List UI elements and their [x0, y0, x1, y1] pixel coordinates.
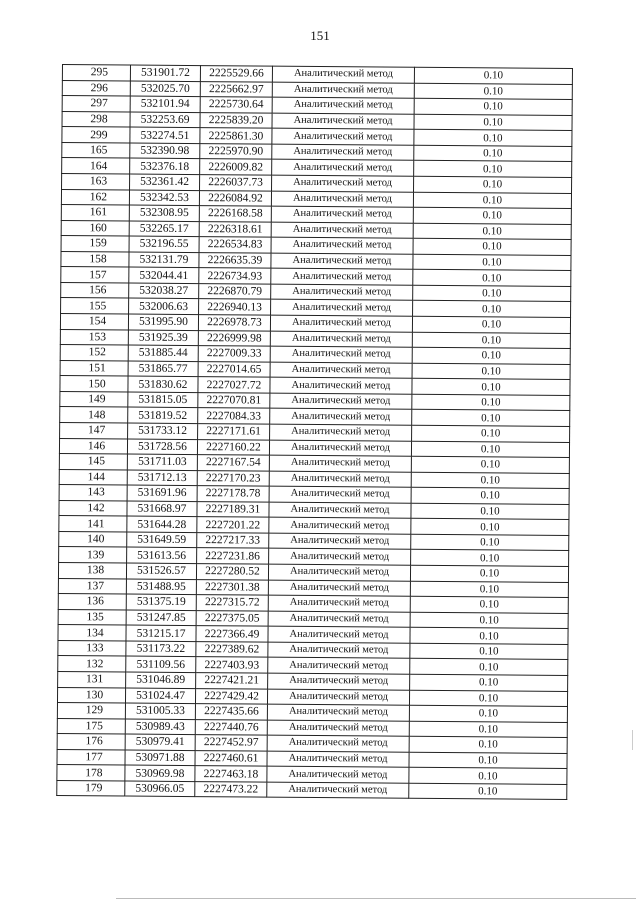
- y-coordinate-cell: 2226168.58: [199, 206, 271, 222]
- point-number-cell: 135: [58, 609, 126, 625]
- point-number-cell: 151: [60, 360, 128, 376]
- accuracy-cell: 0.10: [410, 643, 568, 660]
- point-number-cell: 298: [62, 111, 130, 127]
- y-coordinate-cell: 2227389.62: [196, 641, 268, 657]
- method-cell: Аналитический метод: [269, 486, 411, 503]
- accuracy-cell: 0.10: [409, 690, 567, 707]
- accuracy-cell: 0.10: [409, 705, 567, 722]
- method-cell: Аналитический метод: [270, 393, 412, 410]
- accuracy-cell: 0.10: [411, 472, 569, 489]
- point-number-cell: 129: [57, 703, 125, 719]
- point-number-cell: 150: [60, 376, 128, 392]
- x-coordinate-cell: 532131.79: [129, 252, 199, 268]
- table-row: [57, 780, 567, 800]
- point-number-cell: 139: [59, 547, 127, 563]
- method-cell: Аналитический метод: [267, 704, 409, 721]
- method-cell: Аналитический метод: [271, 253, 413, 270]
- accuracy-cell: 0.10: [413, 270, 571, 287]
- y-coordinate-cell: 2227435.66: [195, 704, 267, 720]
- x-coordinate-cell: 531830.62: [128, 376, 198, 392]
- method-cell: Аналитический метод: [272, 82, 414, 99]
- accuracy-cell: 0.10: [413, 192, 571, 209]
- point-number-cell: 299: [62, 127, 130, 143]
- x-coordinate-cell: 531215.17: [126, 625, 196, 641]
- point-number-cell: 140: [59, 531, 127, 547]
- page-number: 151: [310, 28, 330, 43]
- method-cell: Аналитический метод: [269, 517, 411, 534]
- accuracy-cell: 0.10: [413, 254, 571, 271]
- point-number-cell: 153: [60, 329, 128, 345]
- accuracy-cell: 0.10: [411, 550, 569, 567]
- y-coordinate-cell: 2226084.92: [199, 190, 271, 206]
- x-coordinate-cell: 531815.05: [128, 392, 198, 408]
- y-coordinate-cell: 2227231.86: [197, 548, 269, 564]
- method-cell: Аналитический метод: [267, 689, 409, 706]
- x-coordinate-cell: 532342.53: [129, 190, 199, 206]
- accuracy-cell: 0.10: [414, 176, 572, 193]
- accuracy-cell: 0.10: [409, 721, 567, 738]
- y-coordinate-cell: 2227009.33: [198, 346, 270, 362]
- x-coordinate-cell: 531526.57: [126, 563, 196, 579]
- point-number-cell: 136: [58, 594, 126, 610]
- x-coordinate-cell: 531046.89: [126, 672, 196, 688]
- accuracy-cell: 0.10: [414, 67, 572, 84]
- method-cell: Аналитический метод: [267, 735, 409, 752]
- point-number-cell: 152: [60, 345, 128, 361]
- x-coordinate-cell: 532265.17: [129, 221, 199, 237]
- accuracy-cell: 0.10: [411, 456, 569, 473]
- method-cell: Аналитический метод: [269, 455, 411, 472]
- accuracy-cell: 0.10: [411, 487, 569, 504]
- x-coordinate-cell: 531711.03: [127, 454, 197, 470]
- point-number-cell: 158: [61, 251, 129, 267]
- x-coordinate-cell: 531005.33: [125, 703, 195, 719]
- point-number-cell: 137: [58, 578, 126, 594]
- y-coordinate-cell: 2227315.72: [196, 595, 268, 611]
- y-coordinate-cell: 2227217.33: [197, 532, 269, 548]
- x-coordinate-cell: 531819.52: [128, 407, 198, 423]
- x-coordinate-cell: 532390.98: [130, 143, 200, 159]
- y-coordinate-cell: 2227167.54: [197, 455, 269, 471]
- x-coordinate-cell: 531691.96: [127, 485, 197, 501]
- point-number-cell: 156: [61, 282, 129, 298]
- method-cell: Аналитический метод: [271, 191, 413, 208]
- scan-edge-line: [116, 898, 636, 899]
- y-coordinate-cell: 2226534.83: [199, 237, 271, 253]
- y-coordinate-cell: 2227403.93: [196, 657, 268, 673]
- x-coordinate-cell: 532196.55: [129, 236, 199, 252]
- method-cell: Аналитический метод: [270, 409, 412, 426]
- method-cell: Аналитический метод: [272, 160, 414, 177]
- point-number-cell: 144: [59, 469, 127, 485]
- point-number-cell: 177: [57, 749, 125, 765]
- point-number-cell: 134: [58, 625, 126, 641]
- y-coordinate-cell: 2227375.05: [196, 610, 268, 626]
- accuracy-cell: 0.10: [410, 596, 568, 613]
- accuracy-cell: 0.10: [412, 394, 570, 411]
- point-number-cell: 162: [61, 189, 129, 205]
- y-coordinate-cell: 2226999.98: [198, 330, 270, 346]
- x-coordinate-cell: 532044.41: [129, 267, 199, 283]
- x-coordinate-cell: 531728.56: [127, 439, 197, 455]
- accuracy-cell: 0.10: [414, 130, 572, 147]
- y-coordinate-cell: 2227027.72: [198, 377, 270, 393]
- point-number-cell: 142: [59, 500, 127, 516]
- accuracy-cell: 0.10: [409, 768, 567, 785]
- y-coordinate-cell: 2227473.22: [195, 781, 267, 797]
- y-coordinate-cell: 2225839.20: [200, 112, 272, 128]
- x-coordinate-cell: 530969.98: [125, 765, 195, 781]
- method-cell: Аналитический метод: [267, 766, 409, 783]
- point-number-cell: 155: [61, 298, 129, 314]
- point-number-cell: 297: [62, 96, 130, 112]
- accuracy-cell: 0.10: [410, 565, 568, 582]
- y-coordinate-cell: 2227014.65: [198, 361, 270, 377]
- y-coordinate-cell: 2225730.64: [200, 97, 272, 113]
- method-cell: Аналитический метод: [267, 751, 409, 768]
- point-number-cell: 178: [57, 765, 125, 781]
- point-number-cell: 296: [62, 80, 130, 96]
- accuracy-cell: 0.10: [413, 223, 571, 240]
- y-coordinate-cell: 2226870.79: [199, 283, 271, 299]
- point-number-cell: 175: [57, 718, 125, 734]
- y-coordinate-cell: 2225970.90: [200, 143, 272, 159]
- point-number-cell: 145: [59, 454, 127, 470]
- point-number-cell: 161: [61, 205, 129, 221]
- x-coordinate-cell: 531885.44: [128, 345, 198, 361]
- point-number-cell: 147: [60, 422, 128, 438]
- accuracy-cell: 0.10: [414, 145, 572, 162]
- y-coordinate-cell: 2227171.61: [198, 424, 270, 440]
- accuracy-cell: 0.10: [410, 659, 568, 676]
- x-coordinate-cell: 531488.95: [126, 579, 196, 595]
- method-cell: Аналитический метод: [268, 626, 410, 643]
- accuracy-cell: 0.10: [414, 161, 572, 178]
- x-coordinate-cell: 531668.97: [127, 501, 197, 517]
- point-number-cell: 164: [62, 158, 130, 174]
- x-coordinate-cell: 532025.70: [130, 81, 200, 97]
- y-coordinate-cell: 2227070.81: [198, 392, 270, 408]
- point-number-cell: 130: [57, 687, 125, 703]
- x-coordinate-cell: 532101.94: [130, 96, 200, 112]
- x-coordinate-cell: 532361.42: [130, 174, 200, 190]
- method-cell: Аналитический метод: [272, 175, 414, 192]
- x-coordinate-cell: 531247.85: [126, 610, 196, 626]
- accuracy-cell: 0.10: [412, 379, 570, 396]
- accuracy-cell: 0.10: [410, 628, 568, 645]
- coordinates-table-wrapper: [56, 64, 572, 800]
- method-cell: Аналитический метод: [271, 300, 413, 317]
- x-coordinate-cell: 531995.90: [128, 314, 198, 330]
- accuracy-cell: 0.10: [412, 332, 570, 349]
- point-number-cell: 148: [60, 407, 128, 423]
- x-coordinate-cell: 532308.95: [129, 205, 199, 221]
- y-coordinate-cell: 2226734.93: [199, 268, 271, 284]
- x-coordinate-cell: 532038.27: [129, 283, 199, 299]
- method-cell: Аналитический метод: [270, 424, 412, 441]
- method-cell: Аналитический метод: [271, 284, 413, 301]
- x-coordinate-cell: 531712.13: [127, 470, 197, 486]
- accuracy-cell: 0.10: [412, 316, 570, 333]
- accuracy-cell: 0.10: [413, 285, 571, 302]
- accuracy-cell: 0.10: [412, 410, 570, 427]
- x-coordinate-cell: 532376.18: [130, 158, 200, 174]
- x-coordinate-cell: 530989.43: [125, 719, 195, 735]
- y-coordinate-cell: 2227170.23: [197, 470, 269, 486]
- y-coordinate-cell: 2227440.76: [195, 719, 267, 735]
- y-coordinate-cell: 2226318.61: [199, 221, 271, 237]
- method-cell: Аналитический метод: [270, 346, 412, 363]
- method-cell: Аналитический метод: [268, 658, 410, 675]
- method-cell: Аналитический метод: [270, 315, 412, 332]
- method-cell: Аналитический метод: [271, 222, 413, 239]
- point-number-cell: 179: [57, 780, 125, 796]
- y-coordinate-cell: 2227201.22: [197, 517, 269, 533]
- y-coordinate-cell: 2227301.38: [196, 579, 268, 595]
- y-coordinate-cell: 2226009.82: [200, 159, 272, 175]
- point-number-cell: 176: [57, 734, 125, 750]
- accuracy-cell: 0.10: [413, 301, 571, 318]
- y-coordinate-cell: 2225861.30: [200, 128, 272, 144]
- accuracy-cell: 0.10: [413, 238, 571, 255]
- accuracy-cell: 0.10: [414, 114, 572, 131]
- x-coordinate-cell: 531613.56: [127, 547, 197, 563]
- point-number-cell: 132: [58, 656, 126, 672]
- point-number-cell: 131: [58, 671, 126, 687]
- y-coordinate-cell: 2227452.97: [195, 735, 267, 751]
- x-coordinate-cell: 531109.56: [126, 656, 196, 672]
- method-cell: Аналитический метод: [268, 673, 410, 690]
- method-cell: Аналитический метод: [268, 642, 410, 659]
- method-cell: Аналитический метод: [270, 331, 412, 348]
- y-coordinate-cell: 2227280.52: [196, 564, 268, 580]
- y-coordinate-cell: 2227463.18: [195, 766, 267, 782]
- accuracy-cell: 0.10: [414, 83, 572, 100]
- method-cell: Аналитический метод: [270, 362, 412, 379]
- method-cell: Аналитический метод: [268, 580, 410, 597]
- y-coordinate-cell: 2227429.42: [195, 688, 267, 704]
- y-coordinate-cell: 2227160.22: [197, 439, 269, 455]
- x-coordinate-cell: 532274.51: [130, 127, 200, 143]
- point-number-cell: 149: [60, 391, 128, 407]
- y-coordinate-cell: 2227189.31: [197, 501, 269, 517]
- x-coordinate-cell: 531375.19: [126, 594, 196, 610]
- x-coordinate-cell: 531865.77: [128, 361, 198, 377]
- x-coordinate-cell: 531925.39: [128, 330, 198, 346]
- y-coordinate-cell: 2226978.73: [198, 315, 270, 331]
- point-number-cell: 165: [62, 142, 130, 158]
- accuracy-cell: 0.10: [409, 783, 567, 800]
- method-cell: Аналитический метод: [269, 471, 411, 488]
- coordinates-table-body: [57, 65, 573, 800]
- method-cell: Аналитический метод: [272, 113, 414, 130]
- accuracy-cell: 0.10: [412, 425, 570, 442]
- method-cell: Аналитический метод: [271, 237, 413, 254]
- scan-edge-mark: [632, 730, 633, 750]
- y-coordinate-cell: 2227421.21: [196, 673, 268, 689]
- y-coordinate-cell: 2225529.66: [200, 66, 272, 82]
- y-coordinate-cell: 2225662.97: [200, 81, 272, 97]
- x-coordinate-cell: 531649.59: [127, 532, 197, 548]
- method-cell: Аналитический метод: [271, 206, 413, 223]
- y-coordinate-cell: 2226940.13: [199, 299, 271, 315]
- method-cell: Аналитический метод: [269, 549, 411, 566]
- x-coordinate-cell: 532253.69: [130, 112, 200, 128]
- accuracy-cell: 0.10: [411, 519, 569, 536]
- x-coordinate-cell: 530971.88: [125, 750, 195, 766]
- accuracy-cell: 0.10: [412, 347, 570, 364]
- y-coordinate-cell: 2227084.33: [198, 408, 270, 424]
- y-coordinate-cell: 2227366.49: [196, 626, 268, 642]
- method-cell: Аналитический метод: [269, 533, 411, 550]
- accuracy-cell: 0.10: [413, 207, 571, 224]
- method-cell: Аналитический метод: [267, 720, 409, 737]
- method-cell: Аналитический метод: [269, 502, 411, 519]
- x-coordinate-cell: 530966.05: [125, 781, 195, 797]
- point-number-cell: 157: [61, 267, 129, 283]
- accuracy-cell: 0.10: [411, 441, 569, 458]
- method-cell: Аналитический метод: [267, 782, 409, 799]
- accuracy-cell: 0.10: [412, 363, 570, 380]
- x-coordinate-cell: 531173.22: [126, 641, 196, 657]
- x-coordinate-cell: 531644.28: [127, 516, 197, 532]
- x-coordinate-cell: 531024.47: [125, 688, 195, 704]
- point-number-cell: 295: [62, 65, 130, 81]
- accuracy-cell: 0.10: [411, 503, 569, 520]
- method-cell: Аналитический метод: [268, 595, 410, 612]
- point-number-cell: 143: [59, 485, 127, 501]
- accuracy-cell: 0.10: [410, 581, 568, 598]
- accuracy-cell: 0.10: [410, 674, 568, 691]
- method-cell: Аналитический метод: [272, 97, 414, 114]
- point-number-cell: 163: [62, 173, 130, 189]
- point-number-cell: 138: [58, 562, 126, 578]
- method-cell: Аналитический метод: [271, 268, 413, 285]
- y-coordinate-cell: 2226037.73: [200, 175, 272, 191]
- method-cell: Аналитический метод: [268, 564, 410, 581]
- accuracy-cell: 0.10: [414, 98, 572, 115]
- accuracy-cell: 0.10: [411, 534, 569, 551]
- point-number-cell: 159: [61, 236, 129, 252]
- x-coordinate-cell: 531901.72: [130, 65, 200, 81]
- method-cell: Аналитический метод: [270, 377, 412, 394]
- y-coordinate-cell: 2227460.61: [195, 750, 267, 766]
- method-cell: Аналитический метод: [268, 611, 410, 628]
- x-coordinate-cell: 530979.41: [125, 734, 195, 750]
- x-coordinate-cell: 532006.63: [129, 298, 199, 314]
- y-coordinate-cell: 2227178.78: [197, 486, 269, 502]
- method-cell: Аналитический метод: [272, 144, 414, 161]
- method-cell: Аналитический метод: [272, 66, 414, 83]
- method-cell: Аналитический метод: [269, 440, 411, 457]
- method-cell: Аналитический метод: [272, 128, 414, 145]
- point-number-cell: 154: [60, 313, 128, 329]
- x-coordinate-cell: 531733.12: [128, 423, 198, 439]
- point-number-cell: 160: [61, 220, 129, 236]
- point-number-cell: 133: [58, 640, 126, 656]
- point-number-cell: 146: [59, 438, 127, 454]
- accuracy-cell: 0.10: [409, 752, 567, 769]
- y-coordinate-cell: 2226635.39: [199, 252, 271, 268]
- accuracy-cell: 0.10: [409, 736, 567, 753]
- accuracy-cell: 0.10: [410, 612, 568, 629]
- point-number-cell: 141: [59, 516, 127, 532]
- coordinates-table: [56, 64, 573, 800]
